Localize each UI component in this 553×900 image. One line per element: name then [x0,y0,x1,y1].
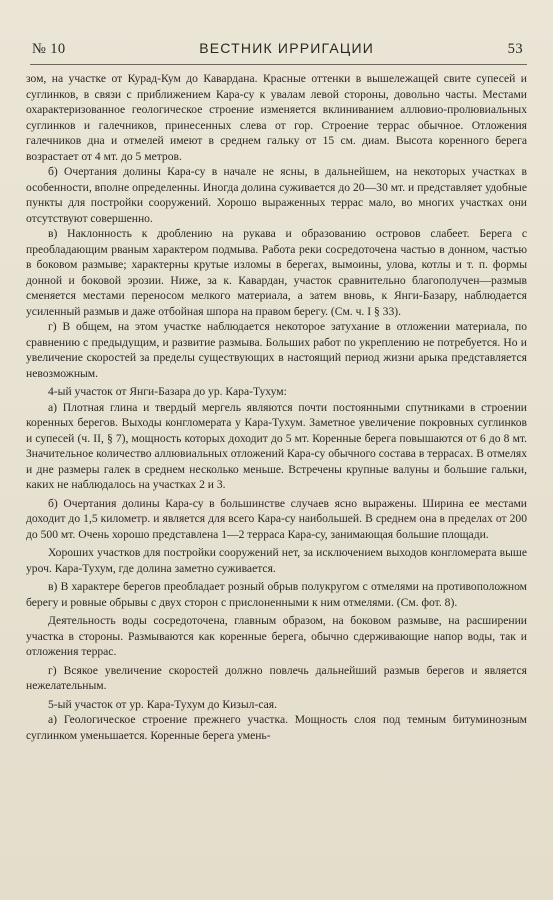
paragraph: а) Плотная глина и твердый мергель являются почти постоянными спутниками в строении коренных берегов. Выходы конгломерата у Кара-Тухум. Заметное увеличение покровных суглинков и супесей (ч. II, § 7), мощность которых доходит до 5 мт. Коренные берега повышаются от 6 до 8 мт. Значительное количество аллювиальных отложений Кара-су обычного состава в террасах. В отмелях и дне размеры галек в среднем несколько меньше. Встречены крупные валуны и большие гальки, каких не наблюдалось на участках 2 и 3. [26,400,527,491]
paragraph: Хороших участков для постройки сооружений нет, за исключением выходов конгломерата выше уроч. Кара-Тухум, где долина заметно суживается. [26,546,527,575]
paragraph: б) Очертания долины Кара-су в начале не ясны, в дальнейшем, на некоторых участках в особенности, вполне определенны. Иногда долина суживается до 20—30 мт. и представляет удобные пункты для постройки сооружений. Хорошо выраженных террас мало, во многих участках они отсутствуют совершенно. [26,165,527,225]
article-body [26,71,527,743]
page-header [32,40,523,62]
paragraph: в) В характере берегов преобладает розный обрыв полукругом с отмелями на противоположном берегу и ровные обрывы с двух сторон с прислоненными к ним отмелями. (См. фот. 8). [26,580,527,609]
paragraph: Деятельность воды сосредоточена, главным образом, на боковом размыве, на расширении участка в стороны. Размываются как коренные берега, обычно сдерживающие напор воды, так и отложения террас. [26,614,527,658]
paragraph: г) Всякое увеличение скоростей должно повлечь дальнейший размыв берегов и является нежелательным. [26,663,527,692]
section-heading: 5-ый участок от ур. Кара-Тухум до Кизыл-сая. [48,697,277,711]
paragraph: б) Очертания долины Кара-су в большинстве случаев ясно выражены. Ширина ее местами доходит до 1,5 километр. и является для всего Кара-су наибольшей. В среднем она в пределах от 200 до 500 мт. Очень хорошо представлена 1—2 терраса Кара-су, занимающая большие площади. [26,496,527,541]
paragraph: зом, на участке от Курад-Кум до Кавардана. Красные оттенки в вышележащей свите супесей и суглинков, в связи с приближением Кара-су к увалам левой стороны, довольно часты. Местами охарактеризованное геологическое строение изменяется вклиниванием аллювио-пролювиальных суглинков и галечников, принесенных слева от гор. Строение террас обычное. Отложения галечников дна и отмелей имеют в среднем гальку от 15 см. диам. Высота коренного берега возрастает от 4 мт. до 5 метров. [26,72,527,163]
issue-number: № 10 [32,41,66,57]
header-rule [30,64,527,65]
journal-title: ВЕСТНИК ИРРИГАЦИИ [199,40,374,56]
paragraph: в) Наклонность к дроблению на рукава и образованию островов слабеет. Берега с преобладающим рваным характером подмыва. Работа реки сосредоточена частью в донном, частью в боковом размыве; характерны крутые изломы в берегах, вымоины, улова, котлы и т. п. формы донной и боковой эрозии. Ниже, за к. Кавардан, участок сравнительно благополучен—размыв сменяется местами переносом мелкого материала, а затем вновь, к Янги-Базару, наблюдается усиленный размыв и даже отбойная шпора на правом берегу. (См. ч. I § 33). [26,227,527,318]
paragraph: г) В общем, на этом участке наблюдается некоторое затухание в отложении материала, по сравнению с предыдущим, и развитие размыва. Больших работ по укреплению не потребуется. Но и увеличение скоростей за пределы существующих в настоящий период жизни арыка представляется невозможным. [26,320,527,380]
paragraph: а) Геологическое строение прежнего участка. Мощность слоя под темным битуминозным суглинком уменьшается. Коренные берега умень- [26,713,527,742]
section-heading: 4-ый участок от Янги-Базара до ур. Кара-Тухум: [48,385,287,398]
page-number: 53 [507,41,523,57]
